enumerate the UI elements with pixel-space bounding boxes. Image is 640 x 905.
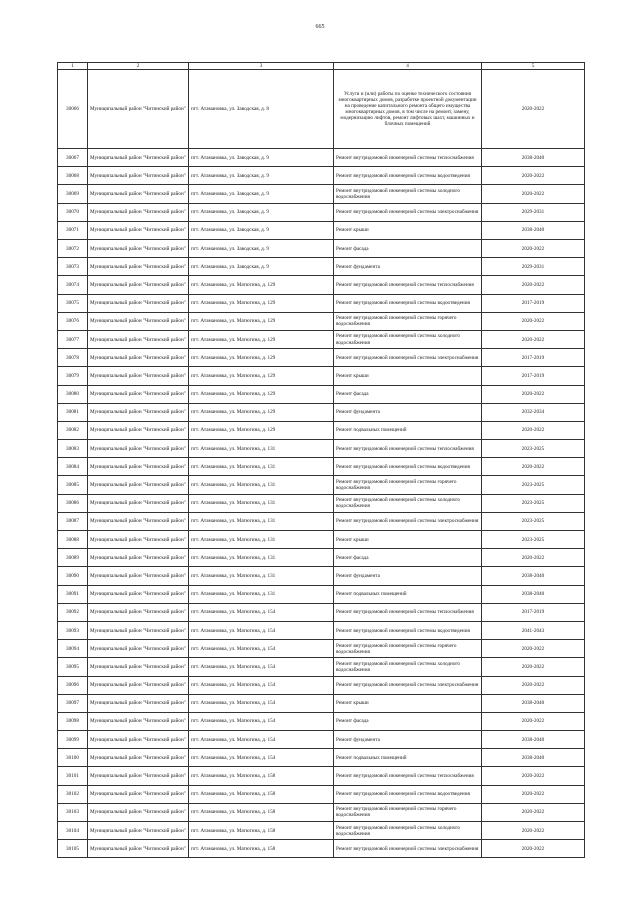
work-type-cell: Ремонт крыши [334,367,482,385]
address-cell: пгт. Атамановка, ул. Матюгина, д. 129 [189,421,334,439]
address-cell: пгт. Атамановка, ул. Матюгина, д. 131 [189,512,334,530]
work-type-cell: Ремонт фундамента [334,567,482,585]
work-type-cell: Ремонт внутридомовой инженерной системы водоотведения [334,167,482,185]
address-cell: пгт. Атамановка, ул. Заводская, д. 9 [189,221,334,239]
work-type-cell: Ремонт фундамента [334,403,482,421]
municipality-cell: Муниципальный район "Читинский район" [88,349,189,367]
address-cell: пгт. Атамановка, ул. Матюгина, д. 154 [189,676,334,694]
address-cell: пгт. Атамановка, ул. Матюгина, д. 158 [189,767,334,785]
work-type-cell: Ремонт внутридомовой инженерной системы горячего водоснабжения [334,312,482,330]
work-type-cell: Ремонт внутридомовой инженерной системы электроснабжения [334,349,482,367]
address-cell: пгт. Атамановка, ул. Матюгина, д. 158 [189,785,334,803]
municipality-cell: Муниципальный район "Читинский район" [88,621,189,639]
table-row [58,403,585,421]
period-cell: 2023-2025 [482,440,585,458]
address-cell: пгт. Атамановка, ул. Заводская, д. 8 [189,70,334,149]
period-cell: 2017-2019 [482,294,585,312]
row-number: 30083 [58,440,88,458]
table-row [58,349,585,367]
row-number: 30095 [58,658,88,676]
municipality-cell: Муниципальный район "Читинский район" [88,549,189,567]
address-cell: пгт. Атамановка, ул. Матюгина, д. 129 [189,349,334,367]
table-row [58,585,585,603]
work-type-cell: Ремонт внутридомовой инженерной системы горячего водоснабжения [334,476,482,494]
work-type-cell: Ремонт внутридомовой инженерной системы теплоснабжения [334,440,482,458]
address-cell: пгт. Атамановка, ул. Заводская, д. 9 [189,185,334,203]
table-row [58,549,585,567]
address-cell: пгт. Атамановка, ул. Матюгина, д. 131 [189,458,334,476]
address-cell: пгт. Атамановка, ул. Матюгина, д. 154 [189,603,334,621]
table-row [58,276,585,294]
municipality-cell: Муниципальный район "Читинский район" [88,440,189,458]
work-type-cell: Ремонт внутридомовой инженерной системы холодного водоснабжения [334,185,482,203]
period-cell: 2017-2019 [482,349,585,367]
row-number: 30100 [58,749,88,767]
work-type-cell: Ремонт внутридомовой инженерной системы теплоснабжения [334,276,482,294]
table-row [58,70,585,149]
table-row [58,330,585,348]
period-cell: 2020-2022 [482,676,585,694]
period-cell: 2020-2022 [482,640,585,658]
period-cell: 2038-2040 [482,585,585,603]
row-number: 30073 [58,258,88,276]
table-body [58,70,585,858]
row-number: 30101 [58,767,88,785]
table-row [58,494,585,512]
period-cell: 2038-2040 [482,731,585,749]
municipality-cell: Муниципальный район "Читинский район" [88,221,189,239]
period-cell: 2023-2025 [482,531,585,549]
work-type-cell: Ремонт фасада [334,549,482,567]
municipality-cell: Муниципальный район "Читинский район" [88,312,189,330]
table-row [58,658,585,676]
period-cell: 2020-2022 [482,458,585,476]
period-cell: 2029-2031 [482,258,585,276]
municipality-cell: Муниципальный район "Читинский район" [88,840,189,858]
address-cell: пгт. Атамановка, ул. Матюгина, д. 131 [189,440,334,458]
table-row [58,694,585,712]
work-type-cell: Ремонт крыши [334,694,482,712]
address-cell: пгт. Атамановка, ул. Матюгина, д. 154 [189,749,334,767]
capital-repair-table [57,62,585,858]
address-cell: пгт. Атамановка, ул. Матюгина, д. 154 [189,712,334,730]
municipality-cell: Муниципальный район "Читинский район" [88,330,189,348]
municipality-cell: Муниципальный район "Читинский район" [88,294,189,312]
row-number: 30102 [58,785,88,803]
table-row [58,221,585,239]
row-number: 30096 [58,676,88,694]
municipality-cell: Муниципальный район "Читинский район" [88,512,189,530]
municipality-cell: Муниципальный район "Читинский район" [88,531,189,549]
row-number: 30090 [58,567,88,585]
row-number: 30099 [58,731,88,749]
work-type-cell: Ремонт внутридомовой инженерной системы холодного водоснабжения [334,330,482,348]
address-cell: пгт. Атамановка, ул. Матюгина, д. 131 [189,476,334,494]
row-number: 30068 [58,167,88,185]
work-type-cell: Ремонт внутридомовой инженерной системы водоотведения [334,294,482,312]
period-cell: 2020-2022 [482,240,585,258]
address-cell: пгт. Атамановка, ул. Матюгина, д. 154 [189,658,334,676]
table-row [58,749,585,767]
column-header-2: 2 [88,63,189,70]
municipality-cell: Муниципальный район "Читинский район" [88,567,189,585]
row-number: 30105 [58,840,88,858]
period-cell: 2020-2022 [482,385,585,403]
table-row [58,621,585,639]
municipality-cell: Муниципальный район "Читинский район" [88,603,189,621]
period-cell: 2020-2022 [482,822,585,840]
table-row [58,731,585,749]
table-row [58,476,585,494]
period-cell: 2038-2040 [482,567,585,585]
table-row [58,385,585,403]
column-header-5: 5 [482,63,585,70]
table-row [58,822,585,840]
row-number: 30077 [58,330,88,348]
municipality-cell: Муниципальный район "Читинский район" [88,676,189,694]
work-type-cell: Ремонт внутридомовой инженерной системы электроснабжения [334,512,482,530]
address-cell: пгт. Атамановка, ул. Матюгина, д. 158 [189,840,334,858]
period-cell: 2020-2022 [482,549,585,567]
address-cell: пгт. Атамановка, ул. Матюгина, д. 131 [189,585,334,603]
table-row [58,294,585,312]
period-cell: 2020-2022 [482,70,585,149]
column-header-1: 1 [58,63,88,70]
row-number: 30086 [58,494,88,512]
municipality-cell: Муниципальный район "Читинский район" [88,476,189,494]
row-number: 30069 [58,185,88,203]
address-cell: пгт. Атамановка, ул. Матюгина, д. 154 [189,731,334,749]
work-type-cell: Услуги и (или) работы по оценке технического состояния многоквартирных домов, разработке проектной документации на проведение капитального ремонта общего имущества многоквартирных домов, в том числе на ремонт, замену, модернизацию лифтов, ремонт лифтовых шахт, машинных и блочных помещений [334,70,482,149]
table-row [58,421,585,439]
page-number: 665 [315,24,325,30]
row-number: 30066 [58,70,88,149]
row-number: 30072 [58,240,88,258]
period-cell: 2041-2043 [482,621,585,639]
municipality-cell: Муниципальный район "Читинский район" [88,421,189,439]
period-cell: 2029-2031 [482,203,585,221]
address-cell: пгт. Атамановка, ул. Матюгина, д. 129 [189,312,334,330]
work-type-cell: Ремонт внутридомовой инженерной системы теплоснабжения [334,603,482,621]
work-type-cell: Ремонт крыши [334,531,482,549]
row-number: 30076 [58,312,88,330]
work-type-cell: Ремонт внутридомовой инженерной системы горячего водоснабжения [334,640,482,658]
table-row [58,803,585,821]
address-cell: пгт. Атамановка, ул. Матюгина, д. 129 [189,403,334,421]
address-cell: пгт. Атамановка, ул. Матюгина, д. 129 [189,330,334,348]
municipality-cell: Муниципальный район "Читинский район" [88,694,189,712]
table-row [58,440,585,458]
municipality-cell: Муниципальный район "Читинский район" [88,658,189,676]
period-cell: 2017-2019 [482,367,585,385]
work-type-cell: Ремонт подвальных помещений [334,585,482,603]
municipality-cell: Муниципальный район "Читинский район" [88,240,189,258]
row-number: 30097 [58,694,88,712]
address-cell: пгт. Атамановка, ул. Матюгина, д. 131 [189,494,334,512]
row-number: 30092 [58,603,88,621]
municipality-cell: Муниципальный район "Читинский район" [88,767,189,785]
municipality-cell: Муниципальный район "Читинский район" [88,822,189,840]
municipality-cell: Муниципальный район "Читинский район" [88,585,189,603]
municipality-cell: Муниципальный район "Читинский район" [88,167,189,185]
work-type-cell: Ремонт внутридомовой инженерной системы водоотведения [334,621,482,639]
row-number: 30070 [58,203,88,221]
municipality-cell: Муниципальный район "Читинский район" [88,70,189,149]
work-type-cell: Ремонт внутридомовой инженерной системы горячего водоснабжения [334,803,482,821]
work-type-cell: Ремонт внутридомовой инженерной системы холодного водоснабжения [334,822,482,840]
address-cell: пгт. Атамановка, ул. Матюгина, д. 154 [189,640,334,658]
table-header [58,63,585,70]
work-type-cell: Ремонт подвальных помещений [334,421,482,439]
municipality-cell: Муниципальный район "Читинский район" [88,731,189,749]
municipality-cell: Муниципальный район "Читинский район" [88,803,189,821]
address-cell: пгт. Атамановка, ул. Заводская, д. 9 [189,167,334,185]
work-type-cell: Ремонт внутридомовой инженерной системы теплоснабжения [334,149,482,167]
table-row [58,167,585,185]
row-number: 30078 [58,349,88,367]
table-row [58,185,585,203]
period-cell: 2020-2022 [482,167,585,185]
work-type-cell: Ремонт фундамента [334,258,482,276]
municipality-cell: Муниципальный район "Читинский район" [88,367,189,385]
work-type-cell: Ремонт внутридомовой инженерной системы электроснабжения [334,203,482,221]
work-type-cell: Ремонт внутридомовой инженерной системы холодного водоснабжения [334,658,482,676]
address-cell: пгт. Атамановка, ул. Матюгина, д. 131 [189,549,334,567]
period-cell: 2032-2034 [482,403,585,421]
work-type-cell: Ремонт внутридомовой инженерной системы теплоснабжения [334,767,482,785]
period-cell: 2020-2022 [482,785,585,803]
table-row [58,567,585,585]
row-number: 30087 [58,512,88,530]
municipality-cell: Муниципальный район "Читинский район" [88,785,189,803]
row-number: 30088 [58,531,88,549]
work-type-cell: Ремонт внутридомовой инженерной системы электроснабжения [334,840,482,858]
table-row [58,785,585,803]
row-number: 30082 [58,421,88,439]
row-number: 30091 [58,585,88,603]
table-row [58,512,585,530]
address-cell: пгт. Атамановка, ул. Матюгина, д. 154 [189,621,334,639]
period-cell: 2023-2025 [482,494,585,512]
table-row [58,640,585,658]
municipality-cell: Муниципальный район "Читинский район" [88,494,189,512]
municipality-cell: Муниципальный район "Читинский район" [88,258,189,276]
table-row [58,258,585,276]
municipality-cell: Муниципальный район "Читинский район" [88,149,189,167]
period-cell: 2017-2019 [482,603,585,621]
row-number: 30085 [58,476,88,494]
table-row [58,312,585,330]
period-cell: 2020-2022 [482,803,585,821]
address-cell: пгт. Атамановка, ул. Заводская, д. 9 [189,240,334,258]
address-cell: пгт. Атамановка, ул. Заводская, д. 9 [189,258,334,276]
row-number: 30098 [58,712,88,730]
address-cell: пгт. Атамановка, ул. Матюгина, д. 129 [189,367,334,385]
address-cell: пгт. Атамановка, ул. Матюгина, д. 154 [189,694,334,712]
column-header-3: 3 [189,63,334,70]
address-cell: пгт. Атамановка, ул. Матюгина, д. 158 [189,822,334,840]
table-row [58,712,585,730]
work-type-cell: Ремонт фасада [334,240,482,258]
address-cell: пгт. Атамановка, ул. Матюгина, д. 129 [189,276,334,294]
period-cell: 2023-2025 [482,476,585,494]
work-type-cell: Ремонт крыши [334,221,482,239]
work-type-cell: Ремонт фасада [334,712,482,730]
period-cell: 2020-2022 [482,312,585,330]
address-cell: пгт. Атамановка, ул. Матюгина, д. 158 [189,803,334,821]
row-number: 30079 [58,367,88,385]
address-cell: пгт. Атамановка, ул. Матюгина, д. 129 [189,385,334,403]
work-type-cell: Ремонт подвальных помещений [334,749,482,767]
row-number: 30080 [58,385,88,403]
row-number: 30093 [58,621,88,639]
table-row [58,367,585,385]
period-cell: 2038-2040 [482,149,585,167]
row-number: 30067 [58,149,88,167]
row-number: 30103 [58,803,88,821]
table-row [58,603,585,621]
table-row [58,203,585,221]
table-row [58,531,585,549]
work-type-cell: Ремонт фундамента [334,731,482,749]
address-cell: пгт. Атамановка, ул. Заводская, д. 9 [189,149,334,167]
address-cell: пгт. Атамановка, ул. Матюгина, д. 131 [189,531,334,549]
table-row [58,676,585,694]
column-header-4: 4 [334,63,482,70]
row-number: 30104 [58,822,88,840]
address-cell: пгт. Атамановка, ул. Заводская, д. 9 [189,203,334,221]
table-row [58,149,585,167]
row-number: 30075 [58,294,88,312]
work-type-cell: Ремонт внутридомовой инженерной системы электроснабжения [334,676,482,694]
municipality-cell: Муниципальный район "Читинский район" [88,385,189,403]
period-cell: 2023-2025 [482,512,585,530]
address-cell: пгт. Атамановка, ул. Матюгина, д. 131 [189,567,334,585]
period-cell: 2020-2022 [482,185,585,203]
period-cell: 2020-2022 [482,658,585,676]
work-type-cell: Ремонт внутридомовой инженерной системы холодного водоснабжения [334,494,482,512]
table-row [58,240,585,258]
row-number: 30094 [58,640,88,658]
row-number: 30074 [58,276,88,294]
period-cell: 2020-2022 [482,767,585,785]
municipality-cell: Муниципальный район "Читинский район" [88,276,189,294]
municipality-cell: Муниципальный район "Читинский район" [88,640,189,658]
row-number: 30084 [58,458,88,476]
period-cell: 2020-2022 [482,276,585,294]
period-cell: 2020-2022 [482,330,585,348]
municipality-cell: Муниципальный район "Читинский район" [88,458,189,476]
work-type-cell: Ремонт внутридомовой инженерной системы водоотведения [334,785,482,803]
municipality-cell: Муниципальный район "Читинский район" [88,203,189,221]
work-type-cell: Ремонт фасада [334,385,482,403]
municipality-cell: Муниципальный район "Читинский район" [88,749,189,767]
period-cell: 2038-2040 [482,221,585,239]
municipality-cell: Муниципальный район "Читинский район" [88,403,189,421]
address-cell: пгт. Атамановка, ул. Матюгина, д. 129 [189,294,334,312]
municipality-cell: Муниципальный район "Читинский район" [88,185,189,203]
table-row [58,840,585,858]
row-number: 30089 [58,549,88,567]
period-cell: 2020-2022 [482,712,585,730]
table-row [58,458,585,476]
municipality-cell: Муниципальный район "Читинский район" [88,712,189,730]
row-number: 30071 [58,221,88,239]
table-row [58,767,585,785]
work-type-cell: Ремонт внутридомовой инженерной системы водоотведения [334,458,482,476]
period-cell: 2038-2040 [482,694,585,712]
period-cell: 2038-2040 [482,749,585,767]
period-cell: 2020-2022 [482,421,585,439]
row-number: 30081 [58,403,88,421]
period-cell: 2020-2022 [482,840,585,858]
